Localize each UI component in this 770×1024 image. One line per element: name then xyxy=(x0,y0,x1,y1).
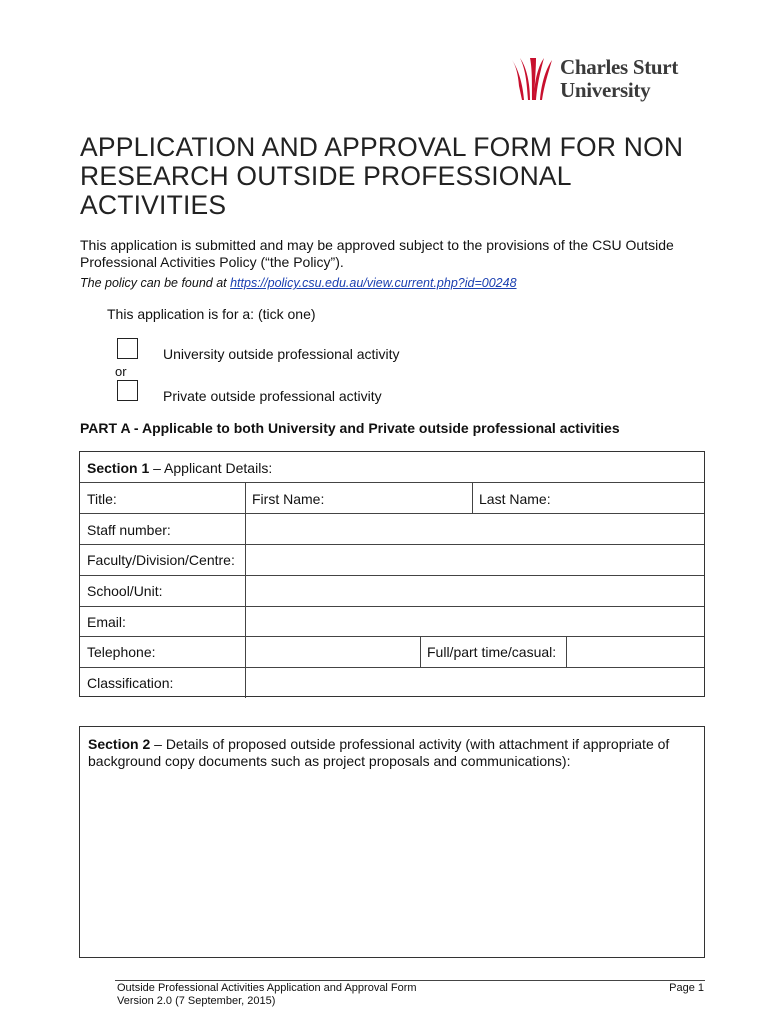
email-label: Email: xyxy=(87,614,126,630)
footer-text: Outside Professional Activities Application and Approval Form Version 2.0 (7 September, 2015) xyxy=(117,982,417,1007)
or-label: or xyxy=(115,364,127,379)
policy-note xyxy=(80,276,517,290)
policy-link[interactable]: https://policy.csu.edu.au/view.current.php?id=00248 xyxy=(230,276,517,290)
private-activity-checkbox[interactable] xyxy=(117,380,138,401)
email-field[interactable] xyxy=(246,607,704,635)
section2-text: Section 2 – Details of proposed outside professional activity (with attachment if appropriate of background copy documents such as project proposals and communications): xyxy=(88,736,670,769)
school-label: School/Unit: xyxy=(87,583,163,599)
faculty-field[interactable] xyxy=(246,545,704,574)
classification-field[interactable] xyxy=(246,668,704,696)
classification-label: Classification: xyxy=(87,675,174,691)
csu-logo-text: Charles Sturt University xyxy=(560,55,679,102)
telephone-label: Telephone: xyxy=(87,644,156,660)
application-for-label: This application is for a: (tick one) xyxy=(107,306,316,322)
part-a-heading: PART A - Applicable to both University and Private outside professional activities xyxy=(80,420,620,436)
intro-text: This application is submitted and may be approved subject to the provisions of the CSU Outside Professional Activities Policy (“the Policy”). xyxy=(80,237,674,270)
telephone-field[interactable] xyxy=(246,637,419,666)
policy-prefix: The policy can be found at xyxy=(80,276,231,290)
fulltime-label: Full/part time/casual: xyxy=(427,644,557,660)
private-activity-label: Private outside professional activity xyxy=(163,388,382,404)
staff-number-label: Staff number: xyxy=(87,522,171,538)
csu-logo xyxy=(510,56,700,106)
section1-table xyxy=(79,451,705,697)
first-name-label: First Name: xyxy=(252,491,325,507)
fulltime-field[interactable] xyxy=(567,637,704,666)
page-title: APPLICATION AND APPROVAL FORM FOR NON RESEARCH OUTSIDE PROFESSIONAL ACTIVITIES xyxy=(80,132,684,220)
faculty-label: Faculty/Division/Centre: xyxy=(87,552,235,568)
staff-number-field[interactable] xyxy=(246,514,704,543)
title-label: Title: xyxy=(87,491,117,507)
csu-logo-mark-icon xyxy=(510,56,554,102)
university-activity-checkbox[interactable] xyxy=(117,338,138,359)
page-number: Page 1 xyxy=(669,982,704,994)
school-field[interactable] xyxy=(246,576,704,605)
section2-box[interactable] xyxy=(79,726,705,958)
section1-heading: Section 1 – Applicant Details: xyxy=(87,460,273,476)
university-activity-label: University outside professional activity xyxy=(163,346,400,362)
last-name-label: Last Name: xyxy=(479,491,551,507)
footer-divider xyxy=(115,980,705,981)
